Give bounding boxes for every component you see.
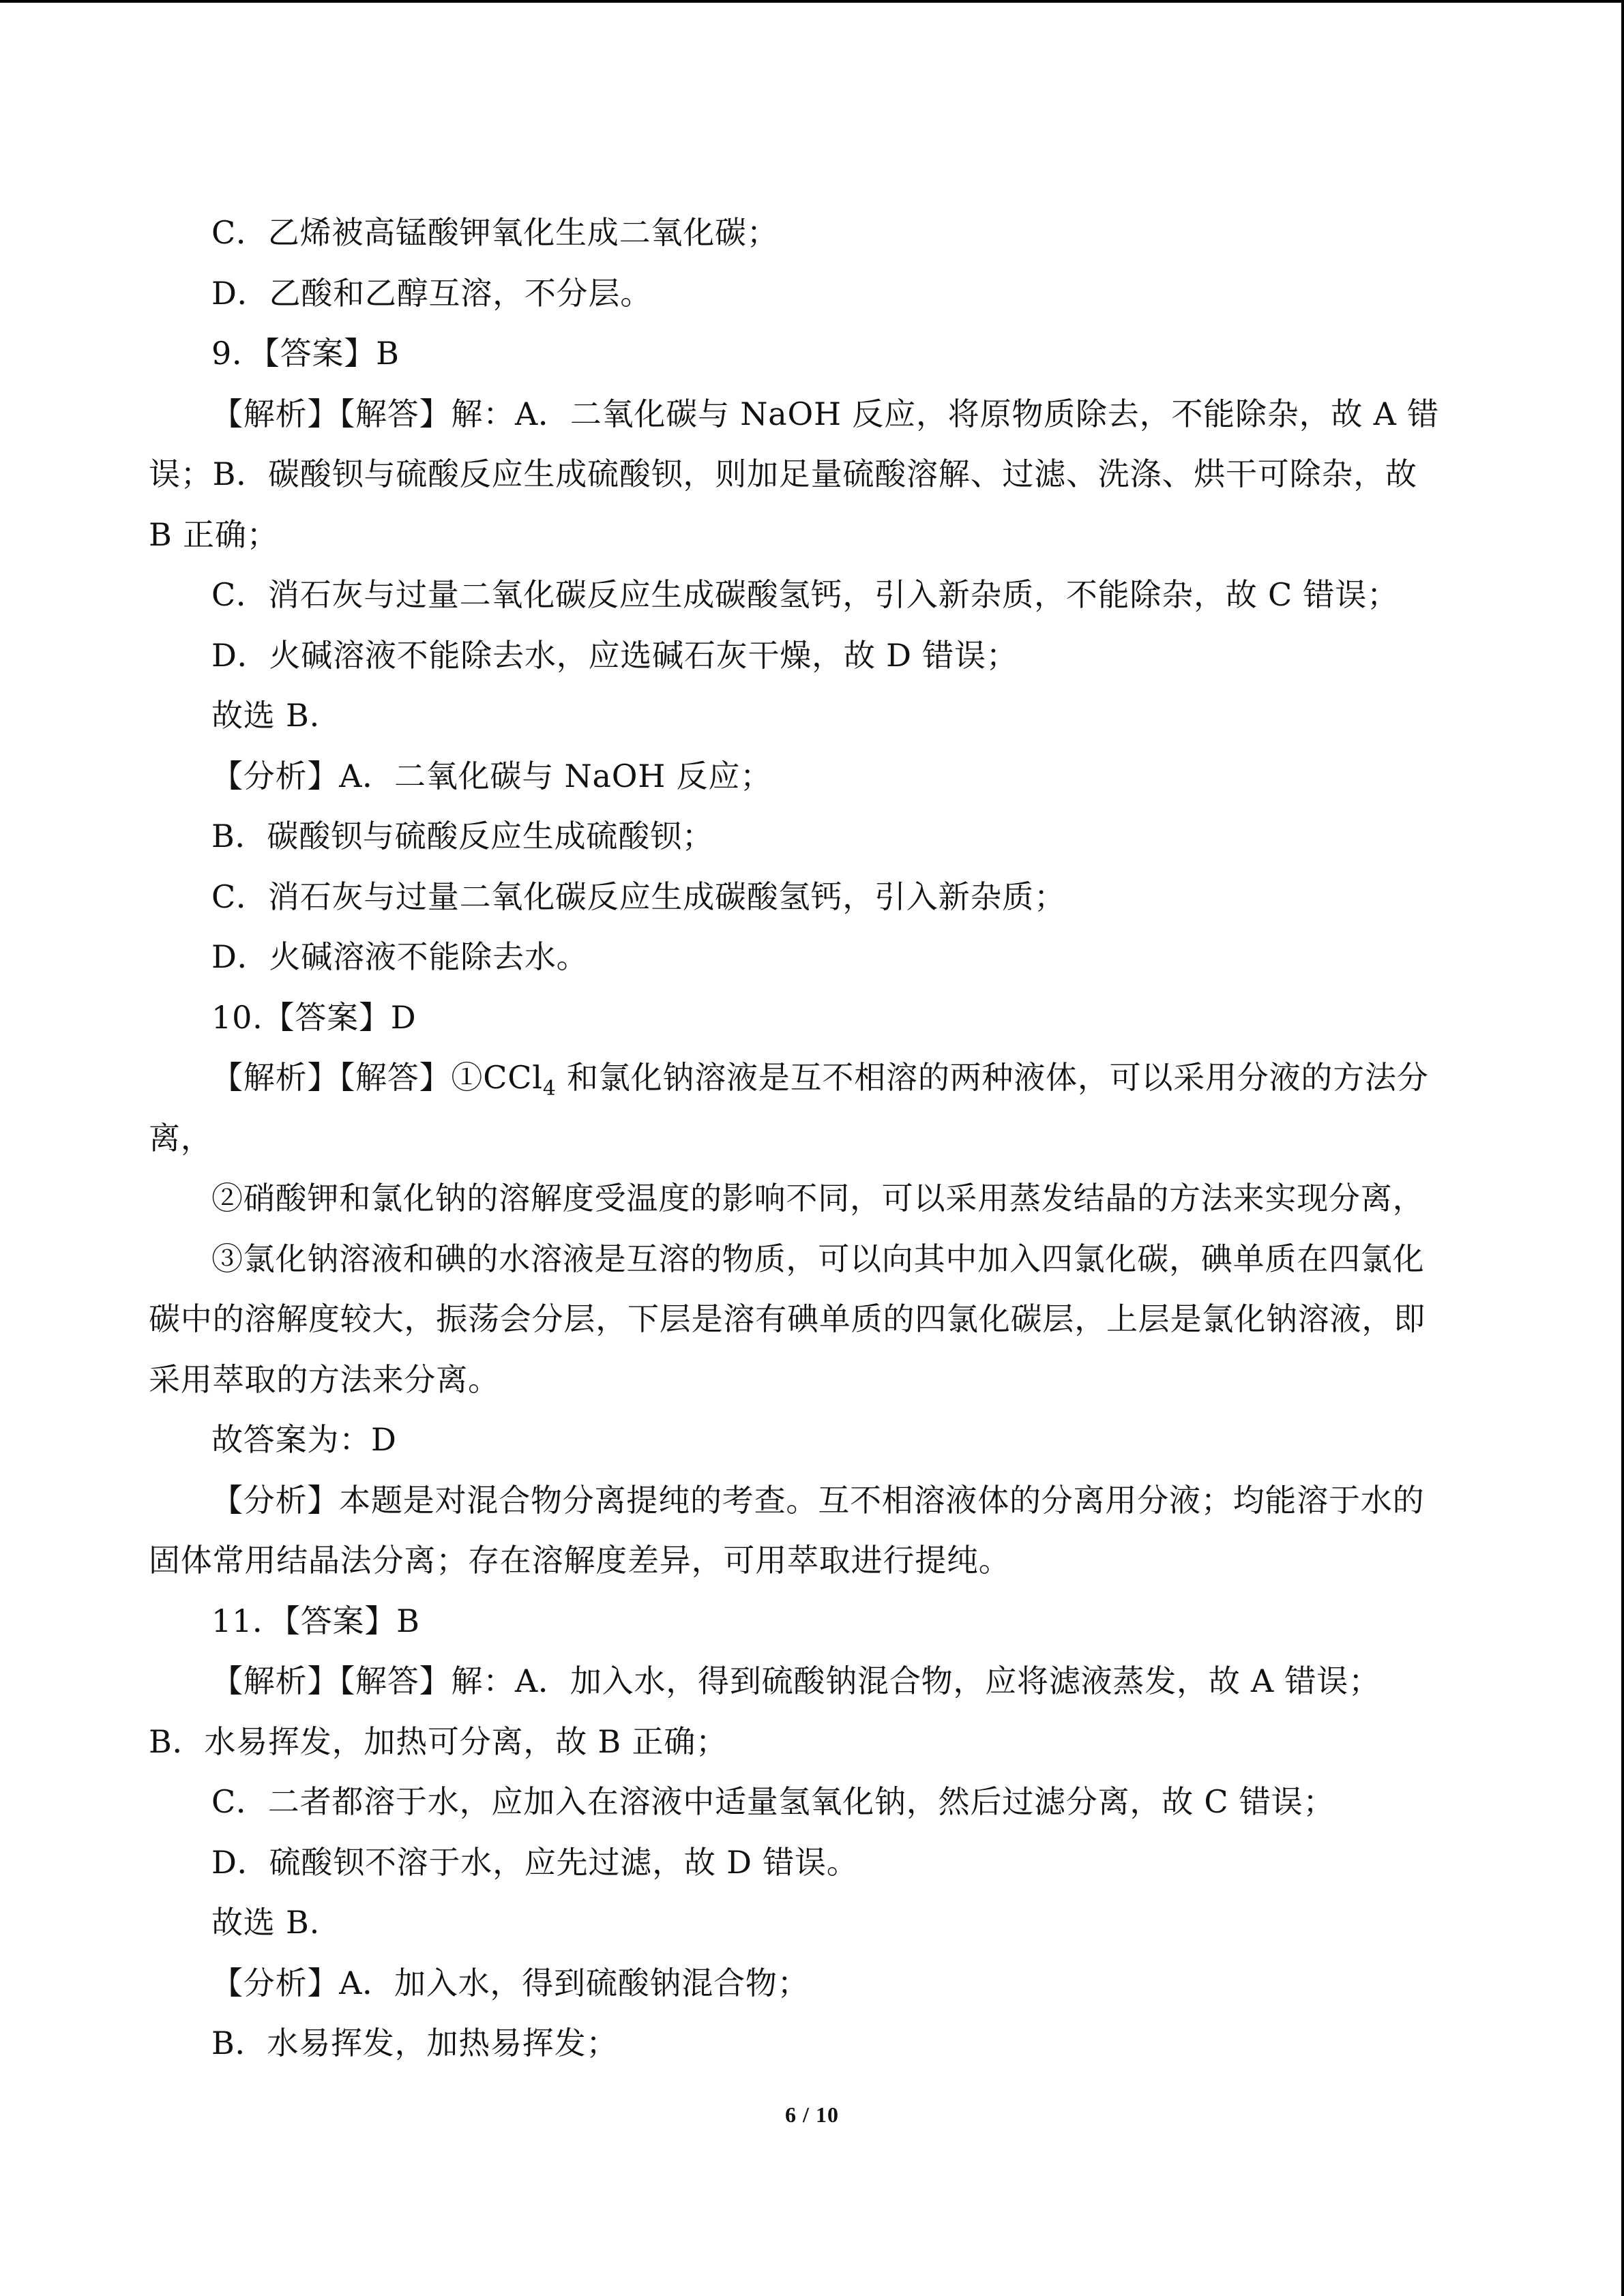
text-line: C．二者都溶于水，应加入在溶液中适量氢氧化钠，然后过滤分离，故 C 错误； — [211, 1783, 1335, 1820]
text-line-with-formula — [149, 1047, 1479, 1108]
text-line: B．碳酸钡与硫酸反应生成硫酸钡； — [211, 818, 714, 854]
text-line: 【解析】【解答】解：A．加入水，得到硫酸钠混合物，应将滤液蒸发，故 A 错误； — [211, 1663, 1381, 1699]
text-line: 故选 B. — [211, 697, 321, 734]
page-number: 6 / 10 — [785, 2102, 839, 2127]
text-line: 【分析】本题是对混合物分离提纯的考查。互不相溶液体的分离用分液；均能溶于水的 — [211, 1481, 1425, 1519]
text-line: D．火碱溶液不能除去水。 — [211, 938, 589, 975]
text-line: B．水易挥发，加热可分离，故 B 正确； — [149, 1723, 728, 1760]
text-line: 【解析】【解答】解：A．二氧化碳与 NaOH 反应，将原物质除去，不能除杂，故 A 错 — [211, 395, 1439, 432]
answer-heading-9: 9．【答案】B — [211, 335, 400, 372]
document-body — [149, 203, 1479, 2074]
text-line: D．硫酸钡不溶于水，应先过滤，故 D 错误。 — [211, 1843, 859, 1881]
text-line: 离， — [149, 1119, 213, 1157]
text-line: C．消石灰与过量二氧化碳反应生成碳酸氢钙，引入新杂质； — [211, 878, 1066, 915]
answer-heading-11: 11．【答案】B — [211, 1602, 420, 1639]
text-line: ②硝酸钾和氯化钠的溶解度受温度的影响不同，可以采用蒸发结晶的方法来实现分离， — [211, 1180, 1425, 1217]
text-line: 固体常用结晶法分离；存在溶解度差异，可用萃取进行提纯。 — [149, 1542, 1011, 1579]
formula-text-before: 【解析】【解答】①CCl — [211, 1059, 543, 1096]
text-line: 碳中的溶解度较大，振荡会分层，下层是溶有碘单质的四氯化碳层，上层是氯化钠溶液，即 — [149, 1300, 1426, 1337]
formula-text-after: 和氯化钠溶液是互不相溶的两种液体，可以采用分液的方法分 — [556, 1059, 1429, 1096]
text-line: C．乙烯被高锰酸钾氧化生成二氧化碳； — [211, 214, 779, 251]
page-border-top — [0, 0, 1624, 3]
answer-heading-10: 10.【答案】D — [211, 998, 417, 1036]
formula-subscript: 4 — [542, 1077, 557, 1101]
text-line: D．乙酸和乙醇互溶，不分层。 — [211, 274, 653, 312]
page-border-right — [1621, 0, 1624, 2296]
text-line: 采用萃取的方法来分离。 — [149, 1360, 500, 1398]
text-line: 故答案为：D — [211, 1421, 397, 1458]
text-line: ③氯化钠溶液和碘的水溶液是互溶的物质，可以向其中加入四氯化碳，碘单质在四氯化 — [211, 1240, 1425, 1277]
text-line: D．火碱溶液不能除去水，应选碱石灰干燥，故 D 错误； — [211, 636, 1018, 674]
text-line: B．水易挥发，加热易挥发； — [211, 2025, 619, 2061]
text-line: C．消石灰与过量二氧化碳反应生成碳酸氢钙，引入新杂质，不能除杂，故 C 错误； — [211, 576, 1399, 613]
text-line: 【分析】A．加入水，得到硫酸钠混合物； — [211, 1964, 810, 2001]
text-line: 【分析】A．二氧化碳与 NaOH 反应； — [211, 757, 772, 794]
text-line: B 正确； — [149, 516, 279, 553]
text-line: 误；B．碳酸钡与硫酸反应生成硫酸钡，则加足量硫酸溶解、过滤、洗涤、烘干可除杂，故 — [149, 456, 1417, 492]
text-line: 故选 B. — [211, 1904, 321, 1941]
